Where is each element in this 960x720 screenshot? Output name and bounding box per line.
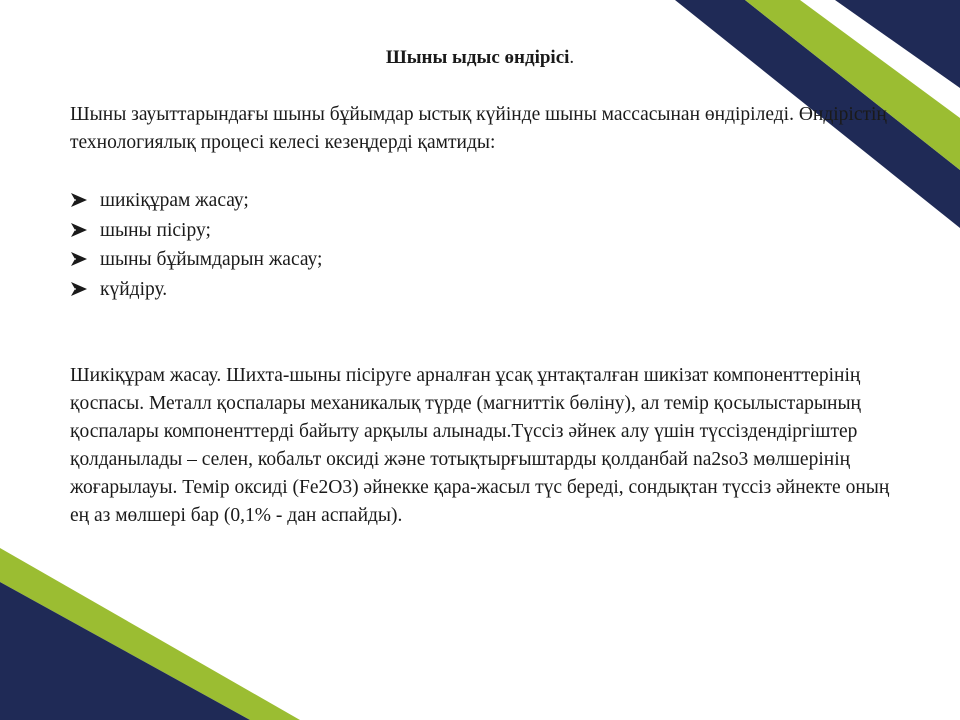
stages-list xyxy=(70,186,322,304)
slide-title-suffix: . xyxy=(569,47,575,68)
arrow-bullet-icon xyxy=(70,222,88,238)
arrow-bullet-icon xyxy=(70,192,88,208)
list-item xyxy=(70,216,322,246)
list-item xyxy=(70,186,322,216)
arrow-bullet-icon xyxy=(70,281,88,297)
list-item xyxy=(70,245,322,275)
stage-label: шыны пісіру; xyxy=(100,219,211,241)
stage-label: шыны бұйымдарын жасау; xyxy=(100,249,323,270)
stage-label: шикіқұрам жасау; xyxy=(100,190,249,211)
slide-title-bold: Шыны ыдыс өндірісі xyxy=(385,47,570,68)
list-item xyxy=(70,275,322,305)
intro-paragraph: Шыны зауыттарындағы шыны бұйымдар ыстық күйінде шыны массасынан өндіріледі. Өндірістің технологиялық процесі келесі кезеңдерді қамтиды: xyxy=(70,104,887,153)
details-paragraph: Шикіқұрам жасау. Шихта-шыны пісіруге арналған ұсақ ұнтақталған шикізат компоненттерінің қоспасы. Металл қоспалары механикалық түрде (магниттік бөліну), ал темір қосылыстарының қоспалары компоненттерді байыту арқылы алынады.Түссіз әйнек алу үшін түссіздендіргіштер қолданылады – селен, кобальт оксиді және тотықтырғыштарды қолданбай na2so3 мөлшерінің жоғарылауы. Темір оксиді (Fe2O3) әйнекке қара-жасыл түс береді, сондықтан түссіз әйнекте оның ең аз мөлшері бар (0,1% - дан аспайды). xyxy=(70,365,890,526)
arrow-bullet-icon xyxy=(70,251,88,267)
slide-title xyxy=(0,44,960,72)
stage-label: күйдіру. xyxy=(100,278,168,300)
